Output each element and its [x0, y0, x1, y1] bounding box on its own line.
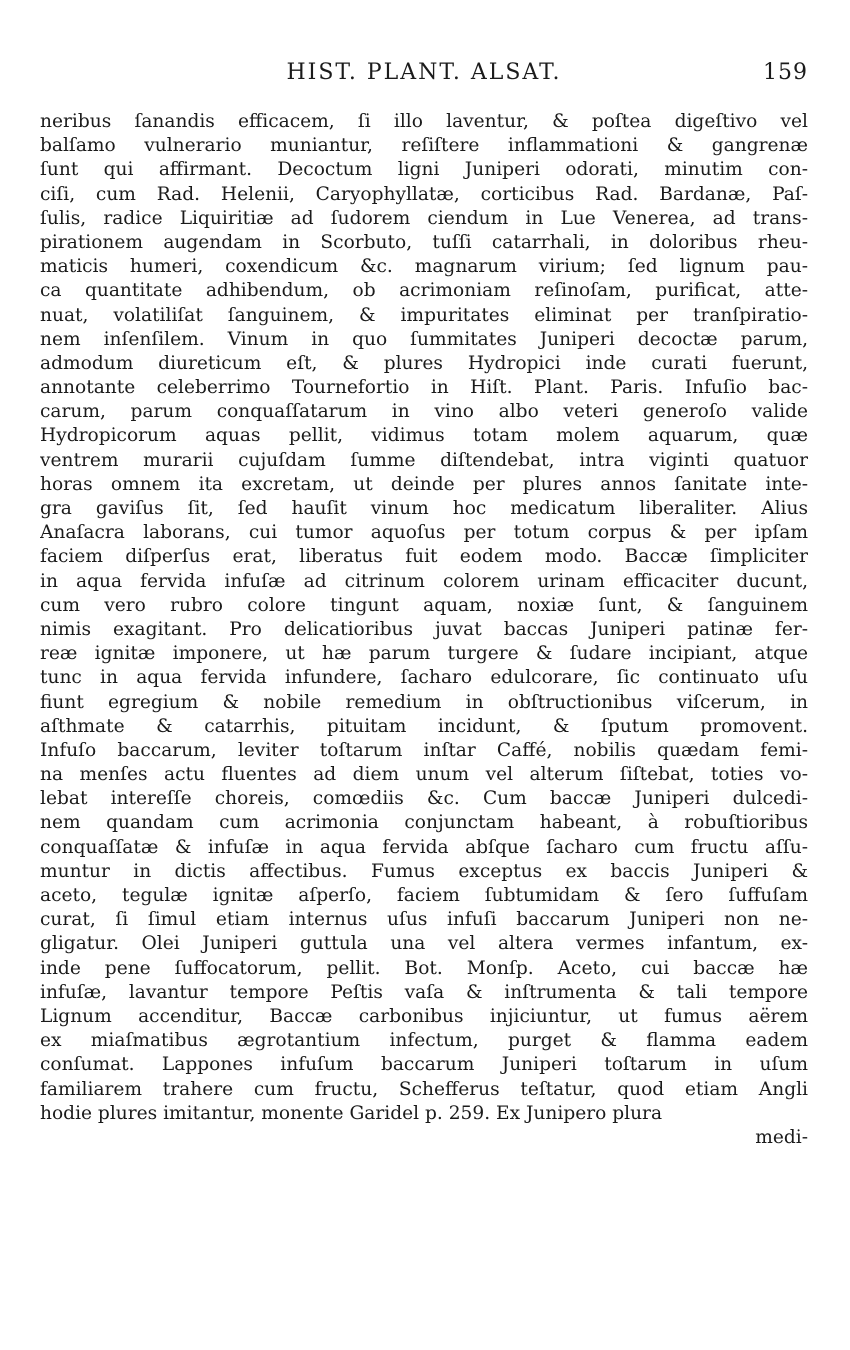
text-line: gra gaviſus ſit, ſed hauſit vinum hoc medicatum liberaliter. Alius	[40, 498, 808, 519]
text-line: in aqua fervida infuſæ ad citrinum colorem urinam efficaciter ducunt,	[40, 570, 808, 592]
text-line: conquaſſatæ & infuſæ in aqua fervida abſque ſacharo cum fructu aſſu-	[40, 836, 808, 858]
text-line: nuat, volatiliſat ſanguinem, & impuritates eliminat per tranſpiratio-	[40, 304, 808, 326]
text-line: carum, parum conquaſſatarum in vino albo veteri generoſo valide	[40, 401, 808, 423]
text-line: annotante celeberrimo Tournefortio in Hiſt. Plant. Paris. Infuſio bac-	[40, 377, 808, 399]
text-line: curat, ſi ſimul etiam internus uſus infuſi baccarum Juniperi non ne-	[40, 909, 808, 931]
text-line: na menſes actu fluentes ad diem unum vel alterum ſiſtebat, toties vo-	[40, 764, 808, 786]
text-line: ſulis, radice Liquiritiæ ad ſudorem ciendum in Lue Venerea, ad trans-	[40, 207, 808, 229]
body-text	[40, 110, 808, 1150]
page-number: 159	[763, 60, 808, 85]
text-line: muntur in dictis affectibus. Fumus exceptus ex baccis Juniperi &	[40, 860, 808, 882]
text-line: hodie plures imitantur, monente Garidel p. 259. Ex Junipero plura	[40, 1102, 663, 1124]
page-title: HIST. PLANT. ALSAT.	[286, 60, 562, 85]
text-line: nem quandam cum acrimonia conjunctam habeant, à robuſtioribus	[40, 812, 808, 834]
text-line: ventrem murarii cujuſdam ſumme diſtendebat, intra viginti quatuor	[40, 449, 808, 471]
catchword: medi-	[755, 1126, 808, 1148]
running-head	[40, 60, 808, 94]
text-line: reæ ignitæ imponere, ut hæ parum turgere & ſudare incipiant, atque	[40, 643, 808, 665]
text-line: Infuſo baccarum, leviter toſtarum inſtar Caffé, nobilis quædam femi-	[40, 739, 808, 761]
text-line: faciem diſperſus erat, liberatus fuit eodem modo. Baccæ ſimpliciter	[40, 546, 808, 568]
text-line: horas omnem ita excretam, ut deinde per plures annos ſanitate inte-	[40, 473, 808, 495]
text-line: Lignum accenditur, Baccæ carbonibus injiciuntur, ut fumus aërem	[40, 1005, 808, 1027]
text-line: lebat intereſſe choreis, comœdiis &c. Cum baccæ Juniperi dulcedi-	[40, 788, 808, 810]
text-line: nem inſenſilem. Vinum in quo ſummitates Juniperi decoctæ parum,	[40, 328, 808, 350]
text-line: infuſæ, lavantur tempore Peſtis vaſa & inſtrumenta & tali tempore	[40, 981, 808, 1003]
text-line: ſunt qui affirmant. Decoctum ligni Juniperi odorati, minutim con-	[40, 159, 808, 181]
text-line: Anaſacra laborans, cui tumor aquoſus per totum corpus & per ipſam	[40, 522, 808, 544]
text-line: conſumat. Lappones infuſum baccarum Juniperi toſtarum in uſum	[40, 1054, 808, 1076]
text-line: inde pene ſuffocatorum, pellit. Bot. Monſp. Aceto, cui baccæ hæ	[40, 957, 808, 979]
text-line: ca quantitate adhibendum, ob acrimoniam reſinoſam, purificat, atte-	[40, 280, 808, 302]
text-line: fiunt egregium & nobile remedium in obſtructionibus viſcerum, in	[40, 691, 808, 713]
text-line: nimis exagitant. Pro delicatioribus juvat baccas Juniperi patinæ fer-	[40, 618, 808, 640]
text-line: admodum diureticum eſt, & plures Hydropici inde curati fuerunt,	[40, 352, 808, 374]
text-line: Hydropicorum aquas pellit, vidimus totam molem aquarum, quæ	[40, 425, 808, 447]
text-line: cum vero rubro colore tingunt aquam, noxiæ ſunt, & ſanguinem	[40, 594, 808, 616]
text-line: maticis humeri, coxendicum &c. magnarum virium; ſed lignum pau-	[40, 256, 808, 278]
text-line: ciſi, cum Rad. Helenii, Caryophyllatæ, corticibus Rad. Bardanæ, Paſ-	[40, 183, 808, 205]
text-line: aſthmate & catarrhis, pituitam incidunt, & ſputum promovent.	[40, 715, 808, 737]
text-line: tunc in aqua fervida infundere, ſacharo edulcorare, ſic continuato uſu	[40, 667, 808, 689]
text-line: pirationem augendam in Scorbuto, tuſſi catarrhali, in doloribus rheu-	[40, 231, 808, 253]
text-line: familiarem trahere cum fructu, Schefferus teſtatur, quod etiam Angli	[40, 1078, 808, 1100]
text-line: aceto, tegulæ ignitæ aſperſo, faciem ſubtumidam & ſero ſuffuſam	[40, 885, 808, 906]
text-line: neribus ſanandis efficacem, ſi illo laventur, & poſtea digeſtivo vel	[40, 111, 808, 132]
text-line: gligatur. Olei Juniperi guttula una vel altera vermes infantum, ex-	[40, 933, 808, 955]
text-line: ex miaſmatibus ægrotantium infectum, purget & flamma eadem	[40, 1030, 808, 1052]
text-line: balſamo vulnerario muniantur, reſiſtere inflammationi & gangrenæ	[40, 135, 808, 157]
